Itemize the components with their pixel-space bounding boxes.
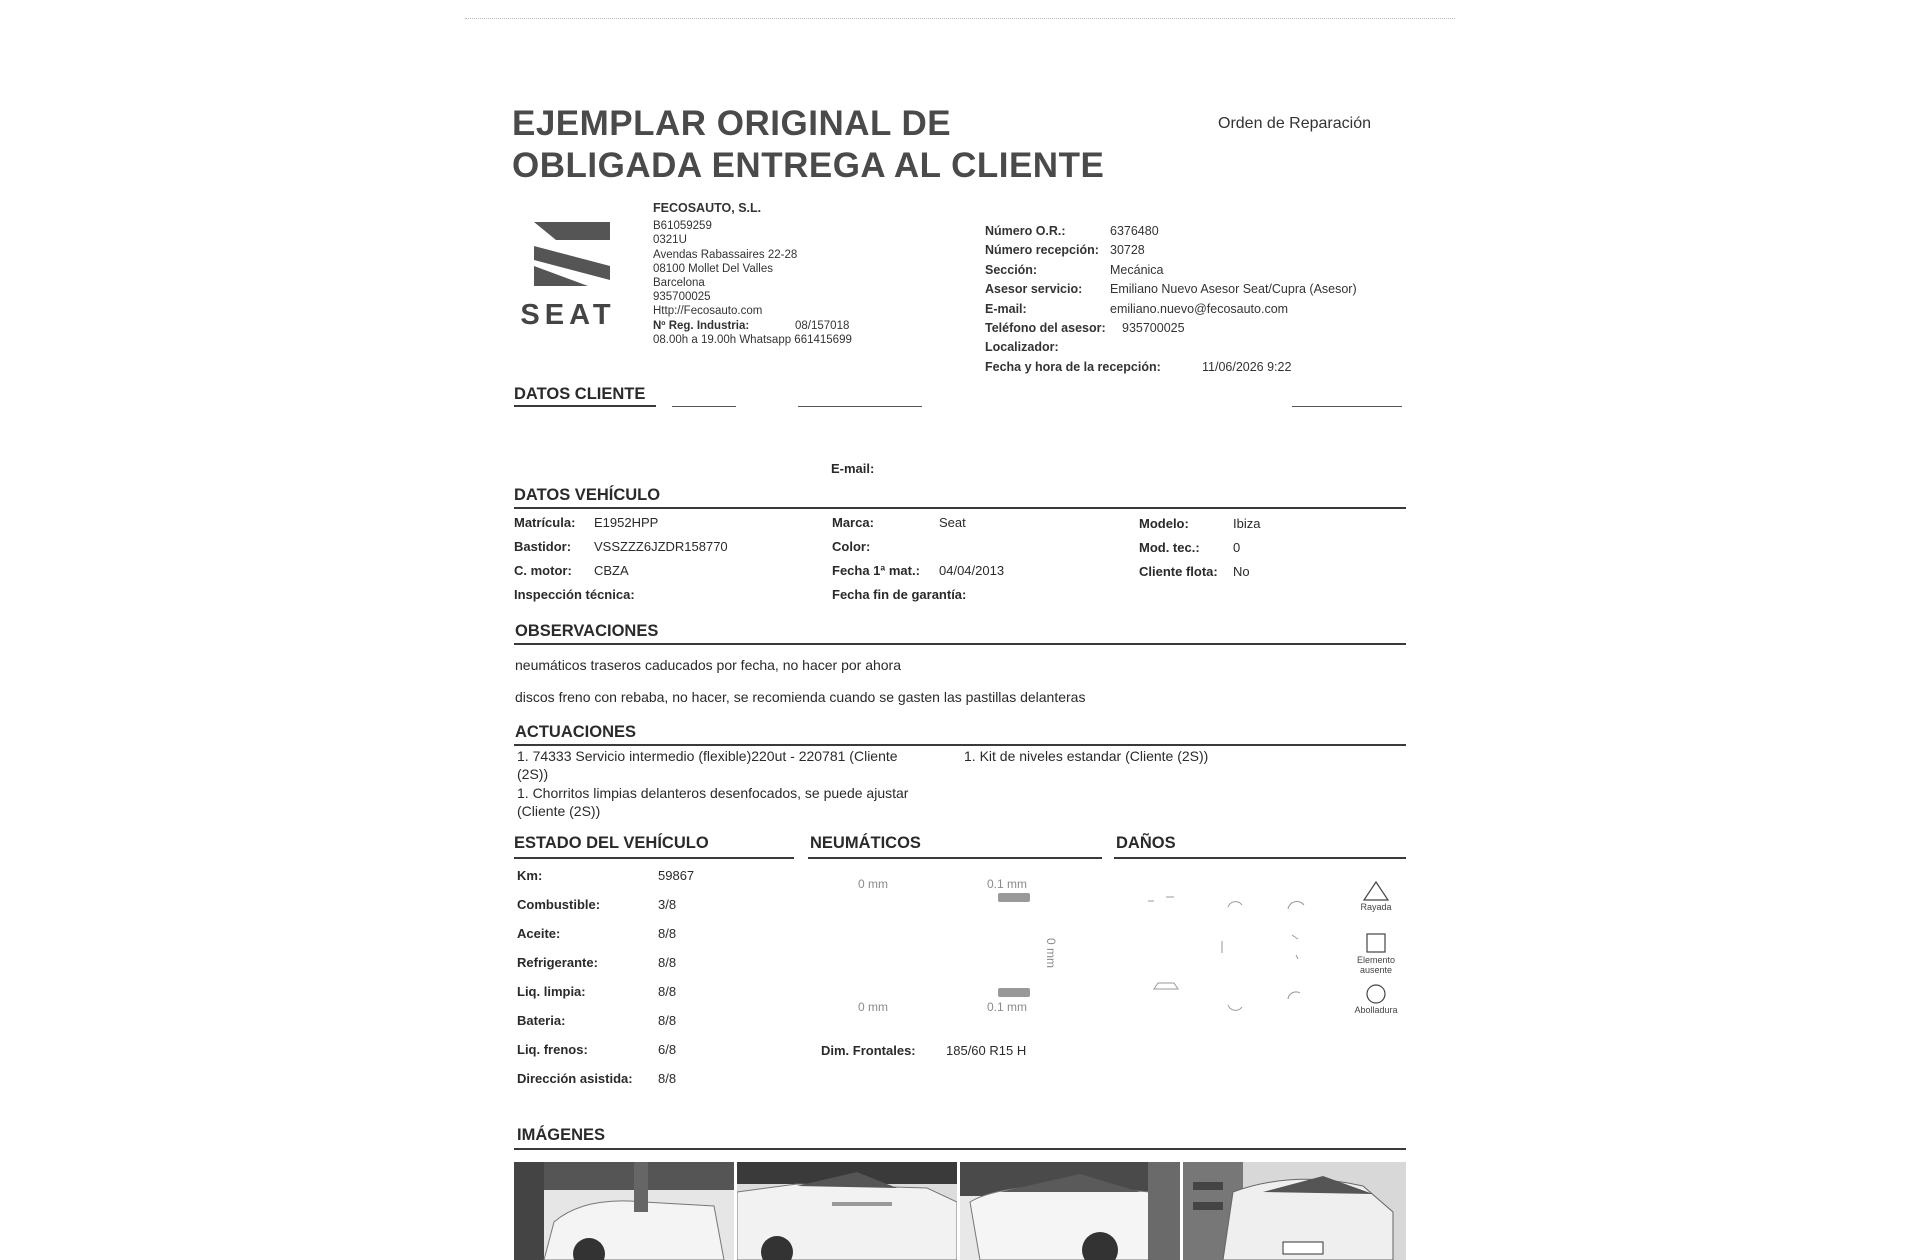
tyre-front-right-depth: 0.1 mm: [987, 877, 1028, 891]
order-number-label: Número O.R.:: [985, 224, 1066, 238]
color-label: Color:: [832, 539, 871, 554]
oil-label: Aceite:: [517, 926, 561, 941]
advisor-email[interactable]: emiliano.nuevo@fecosauto.com: [1110, 301, 1289, 316]
observations-rule: [514, 643, 1406, 645]
document-type: Orden de Reparación: [1218, 115, 1371, 132]
missing-element-legend-icon: [1365, 932, 1387, 954]
km-value: 59867: [658, 868, 695, 883]
vehicle-section-title: DATOS VEHÍCULO: [514, 486, 661, 504]
action-item-3-line-1: 1. Chorritos limpias delanteros desenfocados, se puede ajustar: [517, 785, 909, 801]
company-province: Barcelona: [653, 277, 705, 290]
reg-value: 08/157018: [795, 319, 850, 332]
reception-number: 30728: [1110, 243, 1145, 258]
tyre-dimension-label: Dim. Frontales:: [821, 1043, 916, 1058]
tyre-spare-depth: 0 mm: [1044, 938, 1058, 968]
advisor-phone: 935700025: [1122, 320, 1185, 335]
reception-number-label: Número recepción:: [985, 243, 1099, 258]
client-title-underline: [514, 405, 656, 407]
dent-legend-label: Abolladura: [1354, 1005, 1398, 1015]
advisor-value: Emiliano Nuevo Asesor Seat/Cupra (Asesor): [1110, 282, 1357, 297]
tyre-front-left-depth: 0 mm: [858, 877, 888, 891]
logo-text: SEAT: [520, 299, 616, 330]
images-section-title: IMÁGENES: [517, 1126, 606, 1144]
fuel-value: 3/8: [658, 897, 677, 912]
action-item-2: 1. Kit de niveles estandar (Cliente (2S)): [964, 748, 1209, 764]
tyre-rear-left-depth: 0 mm: [858, 1000, 888, 1014]
vin-label: Bastidor:: [514, 539, 572, 554]
tyres-rule: [808, 857, 1102, 859]
vehicle-photo-2[interactable]: [737, 1162, 957, 1260]
washer-fluid-label: Liq. limpia:: [517, 984, 586, 999]
page-top-border: [465, 18, 1455, 19]
tyre-dimension-value: 185/60 R15 H: [946, 1043, 1027, 1058]
company-web[interactable]: Http://Fecosauto.com: [653, 305, 763, 318]
seat-logo: [502, 218, 634, 330]
brake-fluid-value: 6/8: [658, 1042, 677, 1057]
mod-tec-label: Mod. tec.:: [1139, 540, 1200, 555]
plate-label: Matrícula:: [514, 515, 576, 530]
client-email-label: E-mail:: [831, 461, 875, 476]
company-info: [653, 201, 852, 347]
section-value: Mecánica: [1110, 262, 1164, 277]
brand-value: Seat: [939, 515, 966, 530]
mod-tec-value: 0: [1233, 540, 1241, 555]
vehicle-photo-1[interactable]: [514, 1162, 734, 1260]
advisor-phone-label: Teléfono del asesor:: [985, 320, 1106, 335]
action-item-1: [517, 748, 947, 783]
dent-legend-icon: [1365, 983, 1387, 1005]
company-code: 0321U: [653, 234, 687, 247]
action-item-1-line-1: 1. 74333 Servicio intermedio (flexible)220ut - 220781 (Cliente: [517, 748, 898, 764]
vehicle-photo-3[interactable]: [960, 1162, 1180, 1260]
engine-code-label: C. motor:: [514, 563, 572, 578]
order-number: 6376480: [1110, 224, 1159, 238]
km-label: Km:: [517, 868, 543, 883]
action-item-1-line-2: (2S)): [517, 765, 549, 782]
action-item-3-line-2: (Cliente (2S)): [517, 802, 601, 819]
actions-rule: [514, 744, 1406, 746]
coolant-label: Refrigerante:: [517, 955, 598, 970]
client-section-title: DATOS CLIENTE: [514, 385, 646, 403]
coolant-value: 8/8: [658, 955, 677, 970]
reg-label: Nº Reg. Industria:: [653, 319, 750, 332]
inspection-label: Inspección técnica:: [514, 587, 635, 602]
locator-label: Localizador:: [985, 340, 1059, 355]
company-cif: B61059259: [653, 220, 712, 233]
power-steering-value: 8/8: [658, 1071, 677, 1086]
engine-code-value: CBZA: [594, 563, 629, 578]
tyre-rear-right-pad-icon: [998, 988, 1030, 997]
observations-section-title: OBSERVACIONES: [515, 622, 659, 640]
actions-section-title: ACTUACIONES: [515, 723, 637, 741]
model-label: Modelo:: [1139, 516, 1189, 531]
seat-emblem-icon: [502, 218, 634, 330]
battery-value: 8/8: [658, 1013, 677, 1028]
document-title: [512, 103, 1152, 187]
vehicle-section-rule: [514, 507, 1406, 509]
redacted-line: [1292, 406, 1402, 407]
images-rule: [514, 1148, 1406, 1150]
damage-rule: [1114, 857, 1406, 859]
title-line-1: EJEMPLAR ORIGINAL DE: [512, 104, 952, 143]
fleet-client-label: Cliente flota:: [1139, 564, 1218, 579]
company-city: 08100 Mollet Del Valles: [653, 262, 773, 275]
model-value: Ibiza: [1233, 516, 1261, 531]
company-phone: 935700025: [653, 291, 711, 304]
observation-line-1: neumáticos traseros caducados por fecha, no hacer por ahora: [515, 657, 902, 673]
advisor-label: Asesor servicio:: [985, 282, 1083, 297]
action-item-3: [517, 785, 947, 820]
warranty-end-label: Fecha fin de garantía:: [832, 587, 967, 602]
advisor-email-label: E-mail:: [985, 301, 1027, 316]
tyres-section-title: NEUMÁTICOS: [810, 834, 921, 852]
battery-label: Bateria:: [517, 1013, 566, 1028]
missing-element-legend-label: Elemento ausente: [1356, 955, 1396, 975]
redacted-line: [798, 406, 922, 407]
first-registration-label: Fecha 1ª mat.:: [832, 563, 920, 578]
power-steering-label: Dirección asistida:: [517, 1071, 633, 1086]
reception-date-label: Fecha y hora de la recepción:: [985, 359, 1161, 374]
scratch-legend-label: Rayada: [1360, 902, 1392, 912]
redacted-line: [672, 406, 736, 407]
section-label: Sección:: [985, 262, 1038, 277]
brake-fluid-label: Liq. frenos:: [517, 1042, 588, 1057]
vehicle-photo-4[interactable]: [1183, 1162, 1406, 1260]
vehicle-state-section-title: ESTADO DEL VEHÍCULO: [514, 834, 709, 852]
first-registration-value: 04/04/2013: [939, 563, 1005, 578]
fuel-label: Combustible:: [517, 897, 601, 912]
observation-line-2: discos freno con rebaba, no hacer, se recomienda cuando se gasten las pastillas delanteras: [515, 689, 1086, 705]
company-address: Avendas Rabassaires 22-28: [653, 248, 798, 261]
car-damage-diagram: [1140, 885, 1320, 1015]
car-outline-icon: [1140, 885, 1320, 1015]
washer-fluid-value: 8/8: [658, 984, 677, 999]
brand-label: Marca:: [832, 515, 874, 530]
company-name: FECOSAUTO, S.L.: [653, 201, 762, 215]
tyre-front-right-pad-icon: [998, 893, 1030, 902]
reception-date: 11/06/2026 9:22: [1202, 359, 1292, 374]
vin-value: VSSZZZ6JZDR158770: [594, 539, 728, 554]
scratch-legend-icon: [1361, 880, 1391, 902]
title-line-2: OBLIGADA ENTREGA AL CLIENTE: [512, 146, 1105, 185]
oil-value: 8/8: [658, 926, 677, 941]
tyre-rear-right-depth: 0.1 mm: [987, 1000, 1028, 1014]
damage-section-title: DAÑOS: [1116, 834, 1176, 852]
fleet-client-value: No: [1233, 564, 1250, 579]
plate-value: E1952HPP: [594, 515, 659, 530]
company-hours: 08.00h a 19.00h Whatsapp 661415699: [653, 333, 852, 346]
order-info: [985, 222, 1405, 377]
vehicle-state-rule: [514, 857, 794, 859]
